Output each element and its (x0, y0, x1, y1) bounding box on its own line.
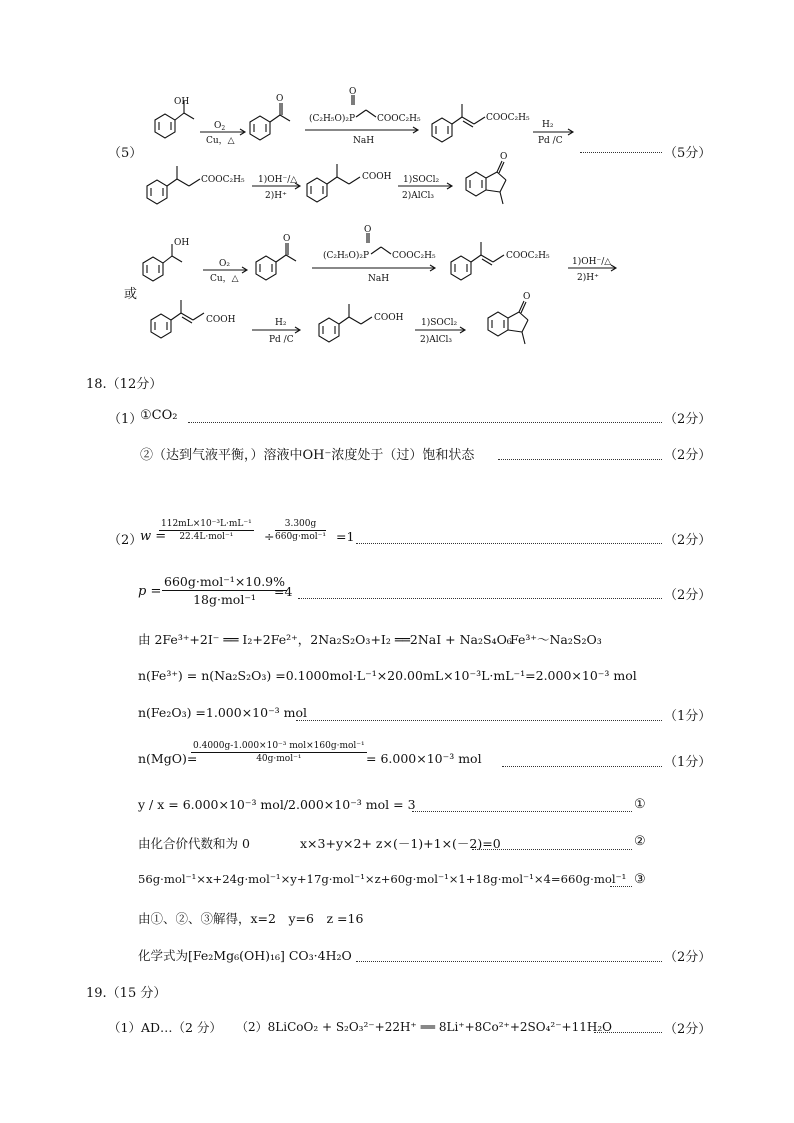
ratio-eq: y / x = 6.000×10⁻³ mol/2.000×10⁻³ mol = 3 (138, 797, 416, 812)
p1a-score: （2分） (664, 412, 712, 427)
reagent-h2-2: H₂ (275, 318, 287, 328)
n-mgo-num: 0.4000g-1.000×10⁻³ mol×160g·mol⁻¹ (193, 741, 365, 751)
phosphonate-tail-2: COOC₂H₅ (392, 251, 436, 261)
score-5: （5分） (664, 146, 712, 161)
molecule-unsaturated-ester (432, 104, 485, 142)
phosphonate-o: O (349, 87, 357, 97)
n-mgo-den: 40g·mol⁻¹ (256, 754, 302, 764)
q19-header: 19.（15 分） (86, 986, 167, 1001)
p-den: 18g·mol⁻¹ (193, 592, 256, 607)
reagent-cu-2: Cu，△ (210, 274, 239, 284)
formula-score: （2分） (664, 950, 712, 965)
part5-label: （5） (108, 146, 143, 161)
stoich-relation: Fe³⁺～Na₂S₂O₃ (510, 632, 602, 647)
oh-label-2: OH (174, 238, 190, 248)
reagent-alcl3-2: 2)AlCl₃ (420, 335, 452, 345)
molecule-butanoic-acid (307, 164, 360, 202)
n-fe3-calc: n(Fe³⁺) = n(Na₂S₂O₃) =0.1000mol·L⁻¹×20.00mL×10⁻³L·mL⁻¹=2.000×10⁻³ mol (138, 668, 637, 683)
leader-dots (412, 811, 632, 812)
reaction-scheme-route-2 (0, 225, 794, 360)
phosphonate-reagent: (C₂H₅O)₂P (309, 114, 356, 124)
p-lhs: p = (138, 584, 162, 599)
phosphonate-reagent-2: (C₂H₅O)₂P (323, 251, 370, 261)
molecule-acetophenone (250, 103, 290, 140)
acid-label-2: COOH (374, 313, 404, 323)
p1b-score: （2分） (664, 448, 712, 463)
reagent-h: 2)H⁺ (265, 191, 287, 201)
n-mgo-fraction (191, 741, 367, 764)
p-num: 660g·mol⁻¹×10.9% (164, 574, 286, 589)
n-fe2o3: n(Fe₂O₃) =1.000×10⁻³ mol (138, 705, 308, 720)
leader-dots (298, 598, 662, 599)
p-result: =4 (274, 584, 293, 599)
oh-label: OH (174, 97, 190, 107)
mark-2: ② (634, 834, 646, 849)
p1b-text: ②（达到气液平衡，）溶液中OH⁻浓度处于（过）饱和状态 (140, 448, 475, 463)
unsat-acid-label: COOH (206, 315, 236, 325)
mass-eq: 56g·mol⁻¹×x+24g·mol⁻¹×y+17g·mol⁻¹×z+60g·mol⁻¹×1+18g·mol⁻¹×4=660g·mol⁻¹ (138, 872, 627, 886)
p2-label: （2） (108, 533, 143, 548)
leader-dots (594, 1032, 662, 1033)
indanone-o-2: O (523, 292, 531, 302)
n-fe2o3-score: （1分） (664, 709, 712, 724)
redox-equations: 由 2Fe³⁺+2I⁻ ══ I₂+2Fe²⁺，2Na₂S₂O₃+I₂ ══2NaI + Na₂S₄O₆ (138, 632, 512, 647)
reagent-nah-2: NaH (368, 274, 390, 284)
w-fraction-1 (159, 519, 254, 542)
leader-dots (356, 961, 662, 962)
reagent-cu: Cu，△ (206, 136, 235, 146)
reagent-socl2-2: 1)SOCl₂ (421, 318, 458, 328)
p1-label: （1） (108, 412, 143, 427)
w-lhs: w = (140, 529, 167, 544)
leader-dots (296, 720, 662, 721)
phosphonate-o-2: O (364, 225, 372, 235)
ketone-o: O (276, 94, 284, 104)
w-frac2-den: 660g·mol⁻¹ (275, 532, 326, 542)
or-label: 或 (124, 287, 138, 302)
w-score: （2分） (664, 533, 712, 548)
leader-dots (498, 459, 662, 460)
w-frac2-num: 3.300g (275, 519, 326, 531)
n-mgo-score: （1分） (664, 755, 712, 770)
leader-dots (502, 766, 662, 767)
leader-dots (356, 543, 662, 544)
p1a-text: ①CO₂ (140, 408, 178, 423)
n-mgo-lhs: n(MgO)= (138, 751, 198, 766)
leader-dots (188, 422, 662, 423)
leader-dots (580, 152, 662, 153)
w-frac1-den: 22.4L·mol⁻¹ (179, 532, 234, 542)
q19-p1: （1）AD…（2 分） (108, 1020, 222, 1035)
mark-3: ③ (634, 872, 646, 887)
reagent-pdc: Pd /C (538, 136, 563, 146)
acid-label: COOH (362, 172, 392, 182)
w-div: ÷ (264, 529, 275, 544)
indanone-o: O (500, 152, 508, 162)
leader-dots (610, 886, 632, 887)
reagent-pdc-2: Pd /C (269, 335, 294, 345)
n-mgo-result: = 6.000×10⁻³ mol (366, 751, 482, 766)
p-score: （2分） (664, 588, 712, 603)
ester-label: COOC₂H₅ (486, 113, 530, 123)
reaction-scheme-route-1 (0, 0, 794, 230)
q18-header: 18.（12分） (86, 377, 163, 392)
valence-label: 由化合价代数和为 0 (138, 836, 250, 851)
molecule-methylindanone (466, 161, 506, 204)
q19-p2: （2）8LiCoO₂ + S₂O₃²⁻+22H⁺ ══ 8Li⁺+8Co²⁺+2SO₄²⁻+11H₂O (236, 1020, 612, 1034)
reagent-o2-2: O₂ (219, 259, 230, 269)
molecule-saturated-ester (147, 166, 200, 204)
solve-line: 由①、②、③解得，x=2 y=6 z =16 (138, 911, 364, 926)
valence-eq: x×3+y×2+ z×(－1)+1×(－2)=0 (300, 836, 501, 851)
ketone-o-2: O (283, 234, 291, 244)
chemical-formula: 化学式为[Fe₂Mg₆(OH)₁₆] CO₃·4H₂O (138, 948, 352, 963)
reagent-oh-2: 1)OH⁻/△ (572, 257, 612, 267)
reagent-oh: 1)OH⁻/△ (258, 175, 298, 185)
phosphonate-tail: COOC₂H₅ (377, 114, 421, 124)
mark-1: ① (634, 797, 646, 812)
p-fraction (162, 574, 287, 607)
reagent-socl2: 1)SOCl₂ (403, 175, 440, 185)
leader-dots (472, 849, 632, 850)
reagent-h-2: 2)H⁺ (577, 273, 599, 283)
w-result: =1 (336, 529, 355, 544)
w-fraction-2 (275, 519, 326, 542)
ester-label-2: COOC₂H₅ (506, 251, 550, 261)
reagent-h2: H₂ (542, 120, 554, 130)
w-frac1-num: 112mL×10⁻³L·mL⁻¹ (161, 519, 252, 529)
q19-p2-score: （2分） (664, 1022, 712, 1037)
reagent-o2: $O_2$ (214, 121, 226, 132)
reagent-nah: NaH (353, 136, 375, 146)
sat-ester-label: COOC₂H₅ (201, 175, 245, 185)
reagent-alcl3: 2)AlCl₃ (402, 191, 434, 201)
